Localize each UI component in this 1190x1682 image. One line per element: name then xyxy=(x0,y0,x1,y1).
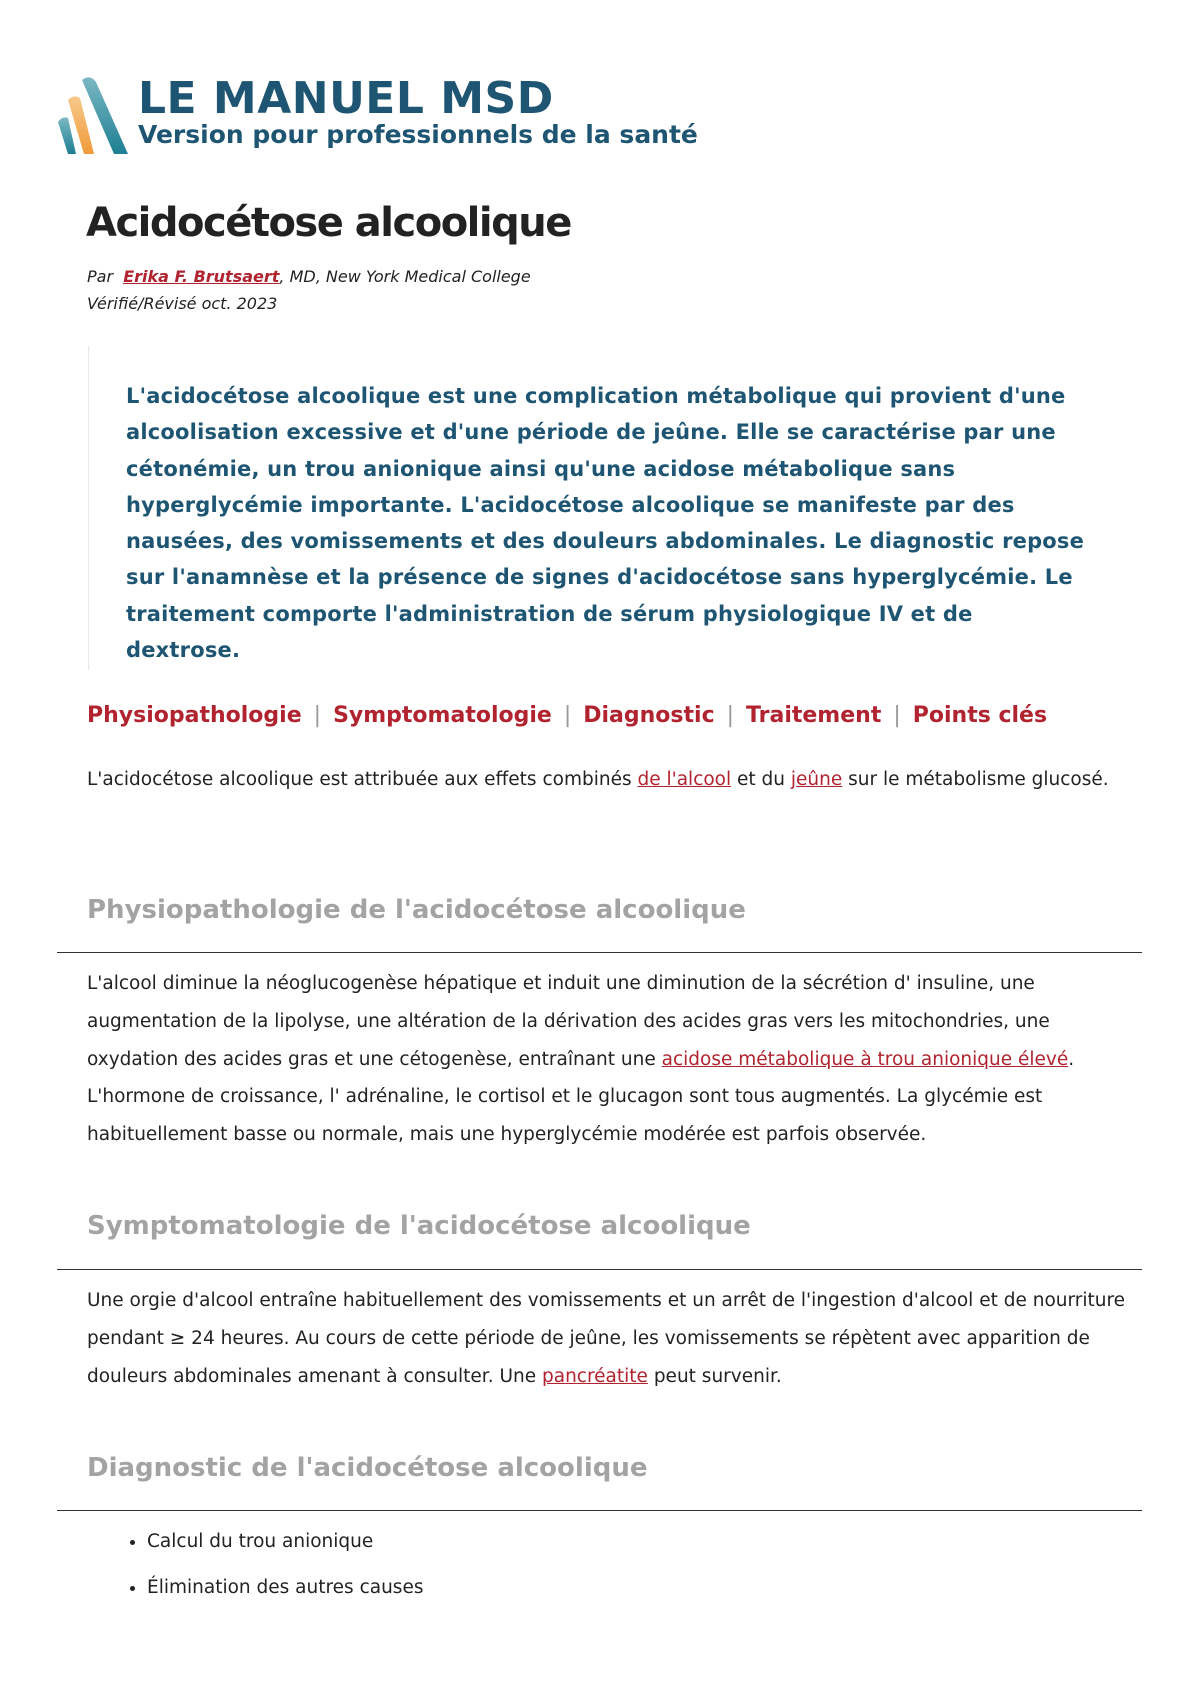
heading-diagnostic: Diagnostic de l'acidocétose alcoolique xyxy=(87,1453,648,1483)
nav-diagnostic[interactable]: Diagnostic xyxy=(583,703,715,728)
physio-paragraph xyxy=(87,965,1137,1154)
by-label: Par xyxy=(87,267,114,286)
text: L'alcool diminue la néoglucogenèse hépatique et induit une diminution de la sécrétion d' insuline, une augmentation de la lipolyse, une altération de la dérivation des acides gras vers les mitochondries, une oxydation des acides gras et une cétogenèse, entraînant une xyxy=(87,973,1050,1070)
divider xyxy=(57,1510,1142,1511)
author-link[interactable]: Erika F. Brutsaert xyxy=(123,267,280,286)
diagnostic-list xyxy=(107,1519,423,1611)
intro-paragraph xyxy=(87,761,1137,799)
nav-separator: | xyxy=(893,703,901,728)
jeune-link[interactable]: jeûne xyxy=(790,769,843,790)
nav-separator: | xyxy=(313,703,322,728)
divider xyxy=(57,952,1142,953)
nav-points-cles[interactable]: Points clés xyxy=(912,703,1048,728)
text: . L'hormone de croissance, l' adrénaline, le cortisol et le glucagon sont tous augmentés. La glycémie est habituellement basse ou normale, mais une hyperglycémie modérée est parfois observée. xyxy=(87,1048,1075,1146)
pancreatite-link[interactable]: pancréatite xyxy=(542,1365,648,1387)
brand-subtitle: Version pour professionnels de la santé xyxy=(138,120,698,149)
text: Une orgie d'alcool entraîne habituellement des vomissements et un arrêt de l'ingestion d'alcool et de nourriture pendant ≥ 24 heures. Au cours de cette période de jeûne, les vomissements se répètent avec apparition de douleurs abdominales amenant à consulter. Une xyxy=(87,1290,1126,1387)
text: sur le métabolisme glucosé. xyxy=(842,769,1109,790)
sympto-paragraph xyxy=(87,1282,1137,1395)
page-title: Acidocétose alcoolique xyxy=(86,200,571,246)
section-nav xyxy=(87,703,1047,728)
alcool-link[interactable]: de l'alcool xyxy=(637,769,732,790)
text: peut survenir. xyxy=(647,1365,782,1387)
divider xyxy=(57,1269,1142,1270)
nav-physiopathologie[interactable]: Physiopathologie xyxy=(87,703,302,728)
affiliation: , MD, New York Medical College xyxy=(279,267,531,286)
brand-title: LE MANUEL MSD xyxy=(138,73,554,124)
author-line xyxy=(87,267,531,286)
reviewed-date: Vérifié/Révisé oct. 2023 xyxy=(87,294,278,313)
text: et du xyxy=(731,769,791,790)
summary-text: L'acidocétose alcoolique est une complication métabolique qui provient d'une alcoolisation excessive et d'une période de jeûne. Elle se caractérise par une cétonémie, un trou anionique ainsi qu'une acidose métabolique sans hyperglycémie importante. L'acidocétose alcoolique se manifeste par des nausées, des vomissements et des douleurs abdominales. Le diagnostic repose sur l'anamnèse et la présence de signes d'acidocétose sans hyperglycémie. Le traitement comporte l'administration de sérum physiologique IV et de dextrose. xyxy=(126,384,1085,663)
nav-traitement[interactable]: Traitement xyxy=(746,703,882,728)
acidose-link[interactable]: acidose métabolique à trou anionique élevé xyxy=(661,1048,1069,1070)
heading-symptomatologie: Symptomatologie de l'acidocétose alcoolique xyxy=(87,1211,751,1241)
msd-logo-icon xyxy=(56,76,136,156)
list-item: • Calcul du trou anionique xyxy=(147,1519,423,1565)
heading-physiopathologie: Physiopathologie de l'acidocétose alcoolique xyxy=(87,895,746,925)
list-item: • Élimination des autres causes xyxy=(147,1565,423,1611)
nav-separator: | xyxy=(726,703,735,728)
nav-separator: | xyxy=(563,703,572,728)
summary-box xyxy=(88,346,1085,670)
nav-symptomatologie[interactable]: Symptomatologie xyxy=(333,703,552,728)
text: L'acidocétose alcoolique est attribuée aux effets combinés xyxy=(87,769,638,790)
